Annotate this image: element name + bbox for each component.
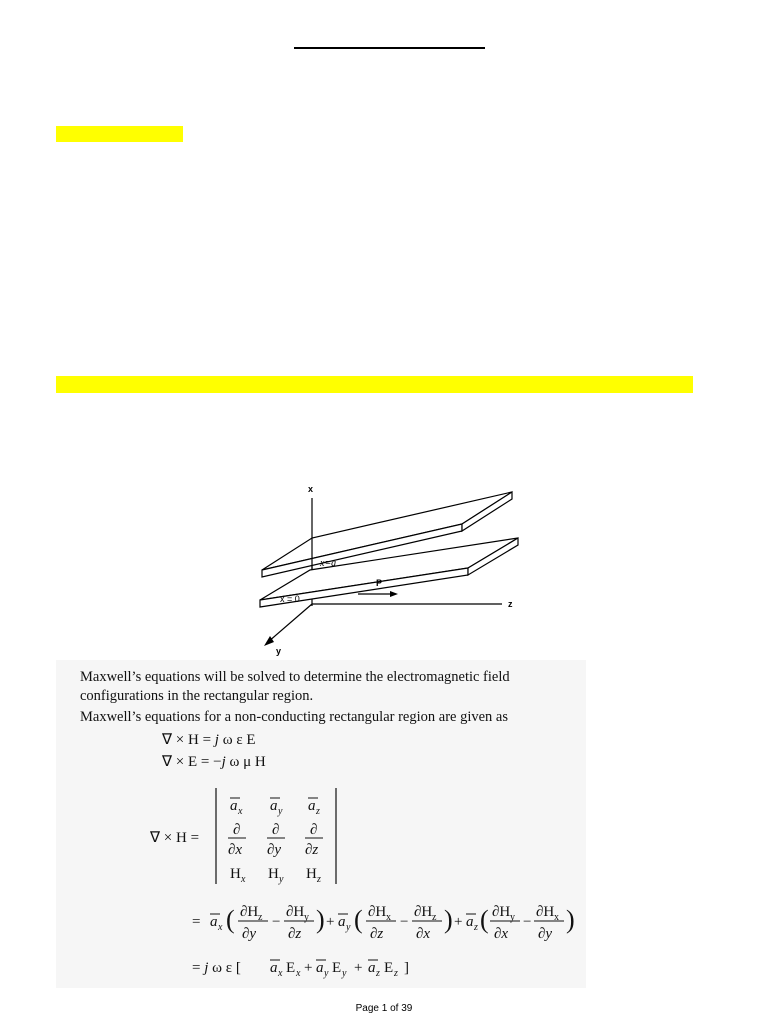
svg-text:a: a — [210, 914, 218, 930]
svg-text:(: ( — [480, 905, 489, 934]
svg-text:z: z — [317, 874, 321, 885]
highlight-bar-short — [56, 126, 183, 142]
svg-text:z: z — [394, 968, 398, 979]
svg-text:∂y: ∂y — [267, 842, 282, 858]
svg-text:+: + — [454, 914, 463, 930]
svg-text:∇ × H = j ω ε E: ∇ × H = j ω ε E — [162, 732, 256, 748]
svg-text:y: y — [304, 912, 309, 923]
svg-text:z: z — [432, 912, 437, 923]
svg-text:a: a — [466, 914, 474, 930]
svg-text:a: a — [338, 914, 346, 930]
svg-text:∂: ∂ — [272, 822, 280, 838]
parallel-plate-figure — [250, 478, 530, 658]
svg-text:=: = — [192, 914, 201, 930]
svg-text:+: + — [304, 960, 313, 976]
svg-text:∂z: ∂z — [370, 926, 384, 942]
svg-text:∂x: ∂x — [228, 842, 243, 858]
direction-label: P — [376, 578, 383, 588]
paragraph-maxwell-intro-1: Maxwell’s equations will be solved to determine the electromagnetic field — [80, 669, 510, 685]
svg-text:x: x — [554, 912, 559, 923]
svg-text:E: E — [384, 960, 394, 976]
svg-text:H: H — [230, 866, 241, 882]
title-rule — [294, 47, 485, 49]
svg-text:]: ] — [404, 960, 409, 976]
svg-text:a: a — [270, 960, 278, 976]
svg-text:∂: ∂ — [310, 822, 318, 838]
svg-text:a: a — [368, 960, 376, 976]
svg-text:∂z: ∂z — [288, 926, 302, 942]
svg-text:a: a — [308, 798, 316, 814]
svg-text:): ) — [316, 905, 325, 934]
svg-text:z: z — [316, 806, 320, 817]
svg-text:): ) — [444, 905, 453, 934]
plate-top-label: x=a — [320, 558, 337, 569]
svg-text:x: x — [241, 874, 246, 885]
svg-text:E: E — [332, 960, 342, 976]
svg-text:z: z — [258, 912, 263, 923]
axis-z-label: z — [508, 599, 513, 609]
svg-text:(: ( — [226, 905, 235, 934]
svg-text:a: a — [230, 798, 238, 814]
svg-text:x: x — [386, 912, 391, 923]
svg-text:y: y — [342, 968, 347, 979]
svg-text:z: z — [376, 968, 380, 979]
svg-text:H: H — [306, 866, 317, 882]
svg-text:∂x: ∂x — [494, 926, 509, 942]
svg-text:y: y — [346, 922, 351, 933]
highlight-bar-long — [56, 376, 693, 393]
svg-text:(: ( — [354, 905, 363, 934]
svg-text:z: z — [474, 922, 478, 933]
svg-text:−: − — [400, 914, 409, 930]
svg-text:H: H — [268, 866, 279, 882]
svg-text:a: a — [316, 960, 324, 976]
svg-text:∂H: ∂H — [368, 904, 387, 920]
svg-text:y: y — [510, 912, 515, 923]
svg-text:∂H: ∂H — [240, 904, 259, 920]
svg-text:∂H: ∂H — [286, 904, 305, 920]
svg-text:∂H: ∂H — [492, 904, 511, 920]
axis-y-label: y — [276, 646, 282, 656]
axis-x-label: x — [308, 484, 314, 494]
svg-text:−: − — [523, 914, 532, 930]
page-number: Page 1 of 39 — [355, 1003, 413, 1014]
svg-text:= j ω ε [: = j ω ε [ — [192, 960, 241, 976]
svg-text:x: x — [278, 968, 283, 979]
svg-text:∂: ∂ — [233, 822, 241, 838]
maxwell-equations — [130, 728, 580, 988]
paragraph-maxwell-given: Maxwell’s equations for a non-conducting rectangular region are given as — [80, 709, 509, 725]
plate-bottom-label: x = 0 — [280, 594, 300, 604]
svg-text:y: y — [324, 968, 329, 979]
svg-text:∂H: ∂H — [536, 904, 555, 920]
svg-text:∇ × E = −j ω μ H: ∇ × E = −j ω μ H — [162, 754, 266, 770]
svg-text:∂z: ∂z — [305, 842, 319, 858]
svg-text:∂y: ∂y — [242, 926, 257, 942]
svg-text:∂H: ∂H — [414, 904, 433, 920]
svg-text:∇ × H =: ∇ × H = — [150, 830, 200, 846]
svg-text:∂y: ∂y — [538, 926, 553, 942]
svg-text:E: E — [286, 960, 296, 976]
svg-text:x: x — [296, 968, 301, 979]
svg-text:y: y — [278, 806, 283, 817]
svg-text:−: − — [272, 914, 281, 930]
svg-text:a: a — [270, 798, 278, 814]
svg-text:x: x — [218, 922, 223, 933]
svg-text:): ) — [566, 905, 575, 934]
svg-text:+: + — [354, 960, 363, 976]
svg-text:x: x — [238, 806, 243, 817]
paragraph-maxwell-intro-2: configurations in the rectangular region. — [80, 688, 314, 704]
svg-text:∂x: ∂x — [416, 926, 431, 942]
svg-text:y: y — [279, 874, 284, 885]
svg-text:+: + — [326, 914, 335, 930]
